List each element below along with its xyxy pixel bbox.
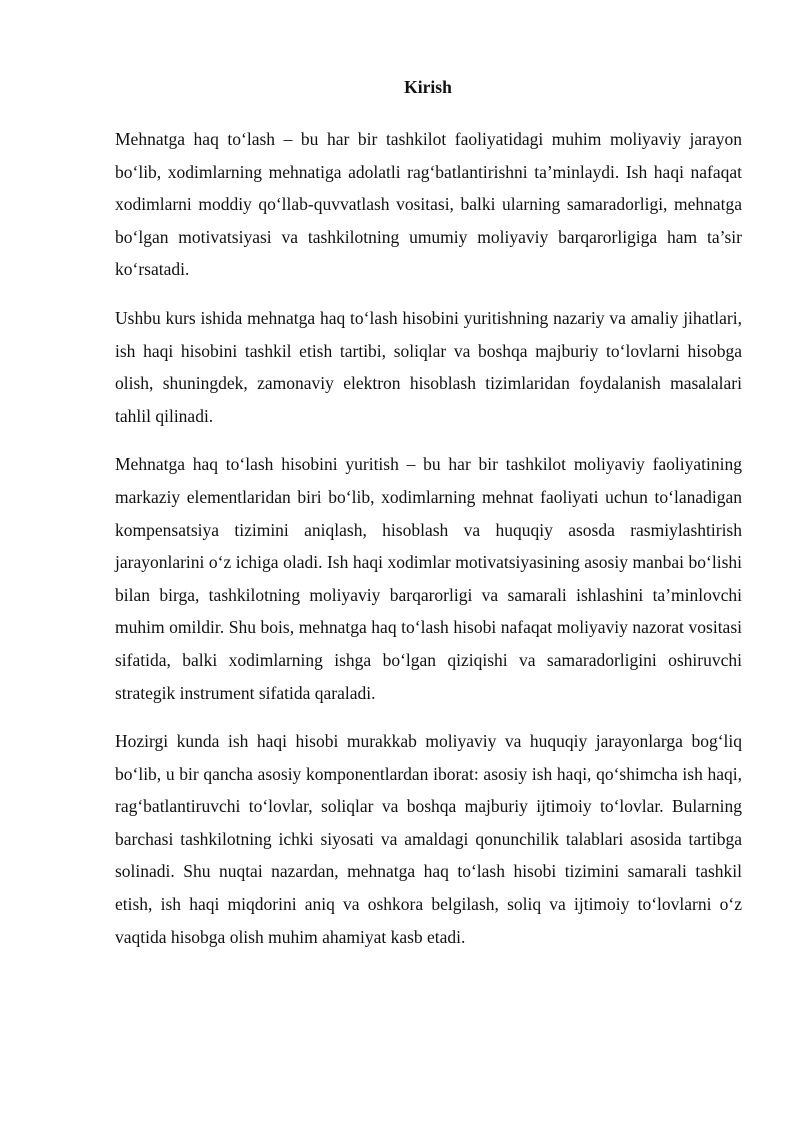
paragraph-2: Ushbu kurs ishida mehnatga haq to‘lash hisobini yuritishning nazariy va amaliy jihatlari, ish haqi hisobini tashkil etish tartibi, soliqlar va boshqa majburiy to‘lovlarni hisobga olish, shuningdek, zamonaviy elektron hisoblash tizimlaridan foydalanish masalalari tahlil qilinadi. <box>115 307 742 426</box>
page-title: Kirish <box>404 77 452 97</box>
paragraph-4: Hozirgi kunda ish haqi hisobi murakkab moliyaviy va huquqiy jarayonlarga bog‘liq bo‘lib, u bir qancha asosiy komponentlardan iborat: asosiy ish haqi, qo‘shimcha ish haqi, rag‘batlantiruvchi to‘lovlar, soliqlar va boshqa majburiy ijtimoiy to‘lovlar. Bularning barchasi tashkilotning ichki siyosati va amaldagi qonunchilik talablari asosida tartibga solinadi. Shu nuqtai nazardan, mehnatga haq to‘lash hisobi tizimini samarali tashkil etish, ish haqi miqdorini aniq va oshkora belgilash, soliq va ijtimoiy to‘lovlarni o‘z vaqtida hisobga olish muhim ahamiyat kasb etadi. <box>115 731 742 947</box>
paragraph-3: Mehnatga haq to‘lash hisobini yuritish – bu har bir tashkilot moliyaviy faoliyatining markaziy elementlaridan biri bo‘lib, xodimlarning mehnat faoliyati uchun to‘lanadigan kompensatsiya tizimini aniqlash, hisoblash va huquqiy asosda rasmiylashtirish jarayonlarini o‘z ichiga oladi. Ish haqi xodimlar motivatsiyasining asosiy manbai bo‘lishi bilan birga, tashkilotning moliyaviy barqarorligi va samarali ishlashini ta’minlovchi muhim omildir. Shu bois, mehnatga haq to‘lash hisobi nafaqat moliyaviy nazorat vositasi sifatida, balki xodimlarning ishga bo‘lgan qiziqishi va samaradorligini oshiruvchi strategik instrument sifatida qaraladi. <box>115 454 742 703</box>
paragraph-1: Mehnatga haq to‘lash – bu har bir tashkilot faoliyatidagi muhim moliyaviy jarayon bo‘lib, xodimlarning mehnatiga adolatli rag‘batlantirishni ta’minlaydi. Ish haqi nafaqat xodimlarni moddiy qo‘llab-quvvatlash vositasi, balki ularning samaradorligi, mehnatga bo‘lgan motivatsiyasi va tashkilotning umumiy moliyaviy barqarorligiga ham ta’sir ko‘rsatadi. <box>115 129 742 280</box>
document-body <box>115 123 742 969</box>
